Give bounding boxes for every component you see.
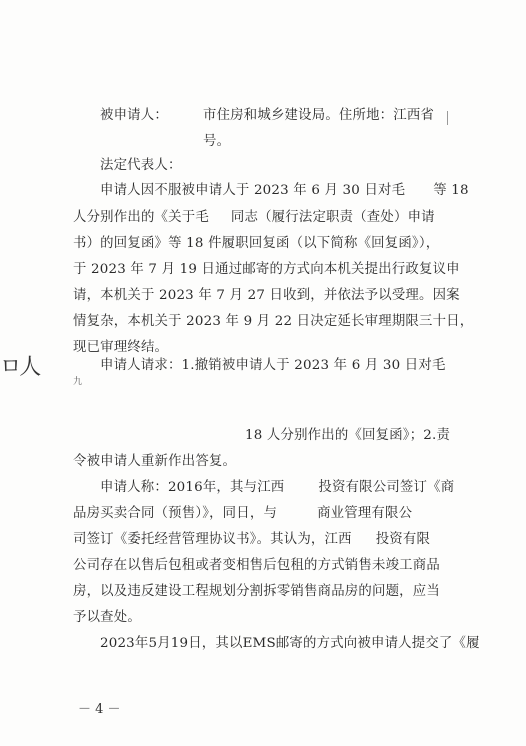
respondent-value-line2: 号。 (203, 134, 231, 149)
claim-line6: 予以查处。 (73, 610, 141, 625)
para1-line6: 情复杂，本机关于 2023 年 9 月 22 日决定延长审理期限三十日， (73, 314, 474, 329)
para1-line4: 于 2023 年 7 月 19 日通过邮寄的方式向本机关提出行政复议申 (73, 262, 460, 277)
margin-seal-fragment: ㅁ人 (0, 355, 40, 380)
legal-rep-label: 法定代表人： (100, 158, 182, 173)
para1-line2 (73, 209, 435, 227)
para1-line2-b: 同志（履行法定职责（查处）申请 (230, 210, 435, 225)
claim-line1-a: 申请人称：2016年，其与江西 (100, 480, 285, 495)
para1-line3: 书）的回复函》等 18 件履职回复函（以下简称《回复函》）， (73, 236, 440, 251)
request-line1: 申请人请求：1.撤销被申请人于 2023 年 6 月 30 日对毛 (100, 358, 446, 373)
claim-line3-b: 投资有限 (375, 532, 431, 547)
respondent-value-line1: 市住房和城乡建设局。住所地：江西省 (203, 108, 435, 123)
request-line2-cut: 九 (73, 377, 83, 385)
request-line4: 令被申请人重新作出答复。 (73, 454, 237, 469)
claim-line2 (73, 505, 412, 523)
claim-line1 (100, 479, 454, 497)
ems-line: 2023年5月19日，其以EMS邮寄的方式向被申请人提交了《履 (100, 636, 480, 651)
claim-line2-b: 商业管理有限公 (317, 506, 413, 521)
claim-line3 (73, 531, 430, 549)
claim-line1-b: 投资有限公司签订《商 (318, 480, 455, 495)
para1-line1-a: 申请人因不服被申请人于 2023 年 6 月 30 日对毛 (100, 183, 406, 198)
para1-line7: 现已审理终结。 (73, 340, 169, 355)
page-number: － 4 － (78, 702, 121, 717)
claim-line3-a: 司签订《委托经营管理协议书》。其认为，江西 (73, 532, 352, 547)
para1-line2-a: 人分别作出的《关于毛 (73, 210, 209, 225)
claim-line4: 公司存在以售后包租或者变相售后包租的方式销售未竣工商品 (73, 558, 440, 573)
claim-line5: 房，以及违反建设工程规划分割拆零销售商品房的问题，应当 (73, 584, 440, 599)
redaction-mark (447, 111, 448, 125)
para1-line1 (100, 182, 469, 200)
request-line3: 18 人分别作出的《回复函》；2.责 (245, 428, 451, 443)
para1-line5: 请，本机关于 2023 年 7 月 27 日收到，并依法予以受理。因案 (73, 288, 460, 303)
para1-line1-b: 等 18 (433, 183, 469, 198)
respondent-label: 被申请人： (100, 108, 168, 123)
claim-line2-a: 品房买卖合同（预售）》，同日，与 (73, 506, 278, 521)
